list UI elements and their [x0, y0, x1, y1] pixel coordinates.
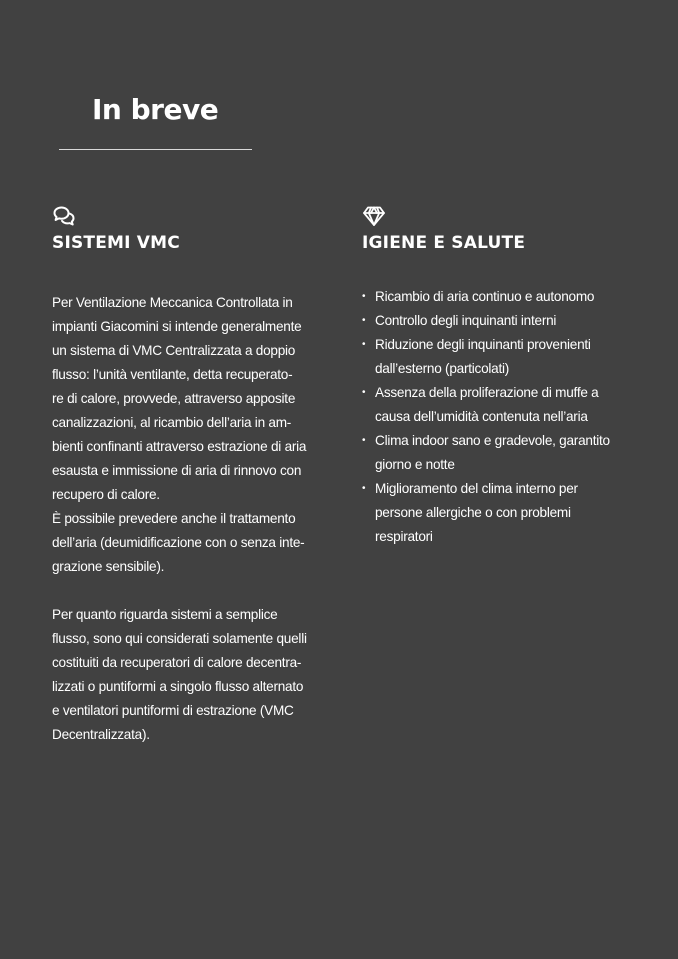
section-body [52, 291, 314, 747]
section-heading: IGIENE E SALUTE [362, 233, 526, 253]
text-line: bienti confinanti attraverso estrazione di aria [52, 439, 307, 454]
text-line: un sistema di VMC Centralizzata a doppio [52, 343, 296, 358]
text-line: Per Ventilazione Meccanica Controllata in [52, 295, 293, 310]
list-item-text: • Riduzione degli inquinanti provenienti [375, 337, 591, 352]
text-line: e ventilatori puntiformi di estrazione (VMC [52, 703, 294, 718]
list-item [362, 285, 624, 309]
list-item-text: • Miglioramento del clima interno per [375, 481, 578, 496]
text-line: costituiti da recuperatori di calore decentra- [52, 655, 302, 670]
list-item [362, 333, 624, 381]
list-item-text: • Controllo degli inquinanti interni [375, 313, 557, 328]
list-item [362, 477, 624, 549]
chat-bubbles-icon [52, 205, 76, 227]
text-line: flusso, sono qui considerati solamente quelli [52, 631, 307, 646]
text-line: lizzati o puntiformi a singolo flusso alternato [52, 679, 304, 694]
section-igiene-salute [362, 205, 624, 549]
list-item-text: • Ricambio di aria continuo e autonomo [375, 289, 595, 304]
section-heading: SISTEMI VMC [52, 233, 180, 253]
list-item-text: respiratori [375, 529, 433, 544]
text-line: Decentralizzata). [52, 727, 150, 742]
text-line: recupero di calore. [52, 487, 160, 502]
list-item-text: persone allergiche o con problemi [375, 505, 571, 520]
text-line: dell’aria (deumidificazione con o senza inte- [52, 535, 305, 550]
list-item-text: • Assenza della proliferazione di muffe a [375, 385, 599, 400]
text-line: impianti Giacomini si intende generalmente [52, 319, 302, 334]
text-line: Per quanto riguarda sistemi a semplice [52, 607, 278, 622]
diamond-icon [362, 205, 386, 227]
paragraph-gap [52, 579, 314, 603]
list-item [362, 381, 624, 429]
list-item [362, 309, 624, 333]
list-item-text: causa dell’umidità contenuta nell’aria [375, 409, 588, 424]
title-divider [59, 149, 252, 150]
section-sistemi-vmc [52, 205, 314, 747]
text-line: canalizzazioni, al ricambio dell’aria in am- [52, 415, 292, 430]
list-item-text: • Clima indoor sano e gradevole, garantito [375, 433, 610, 448]
text-line: flusso: l’unità ventilante, detta recuperato- [52, 367, 293, 382]
benefits-list [362, 285, 624, 549]
list-item-text: giorno e notte [375, 457, 455, 472]
list-item-text: dall’esterno (particolati) [375, 361, 510, 376]
text-line: esausta e immissione di aria di rinnovo con [52, 463, 302, 478]
list-item [362, 429, 624, 477]
text-line: grazione sensibile). [52, 559, 165, 574]
text-line: re di calore, provvede, attraverso apposite [52, 391, 296, 406]
text-line: È possibile prevedere anche il trattamento [52, 511, 296, 526]
page-title: In breve [92, 93, 219, 126]
